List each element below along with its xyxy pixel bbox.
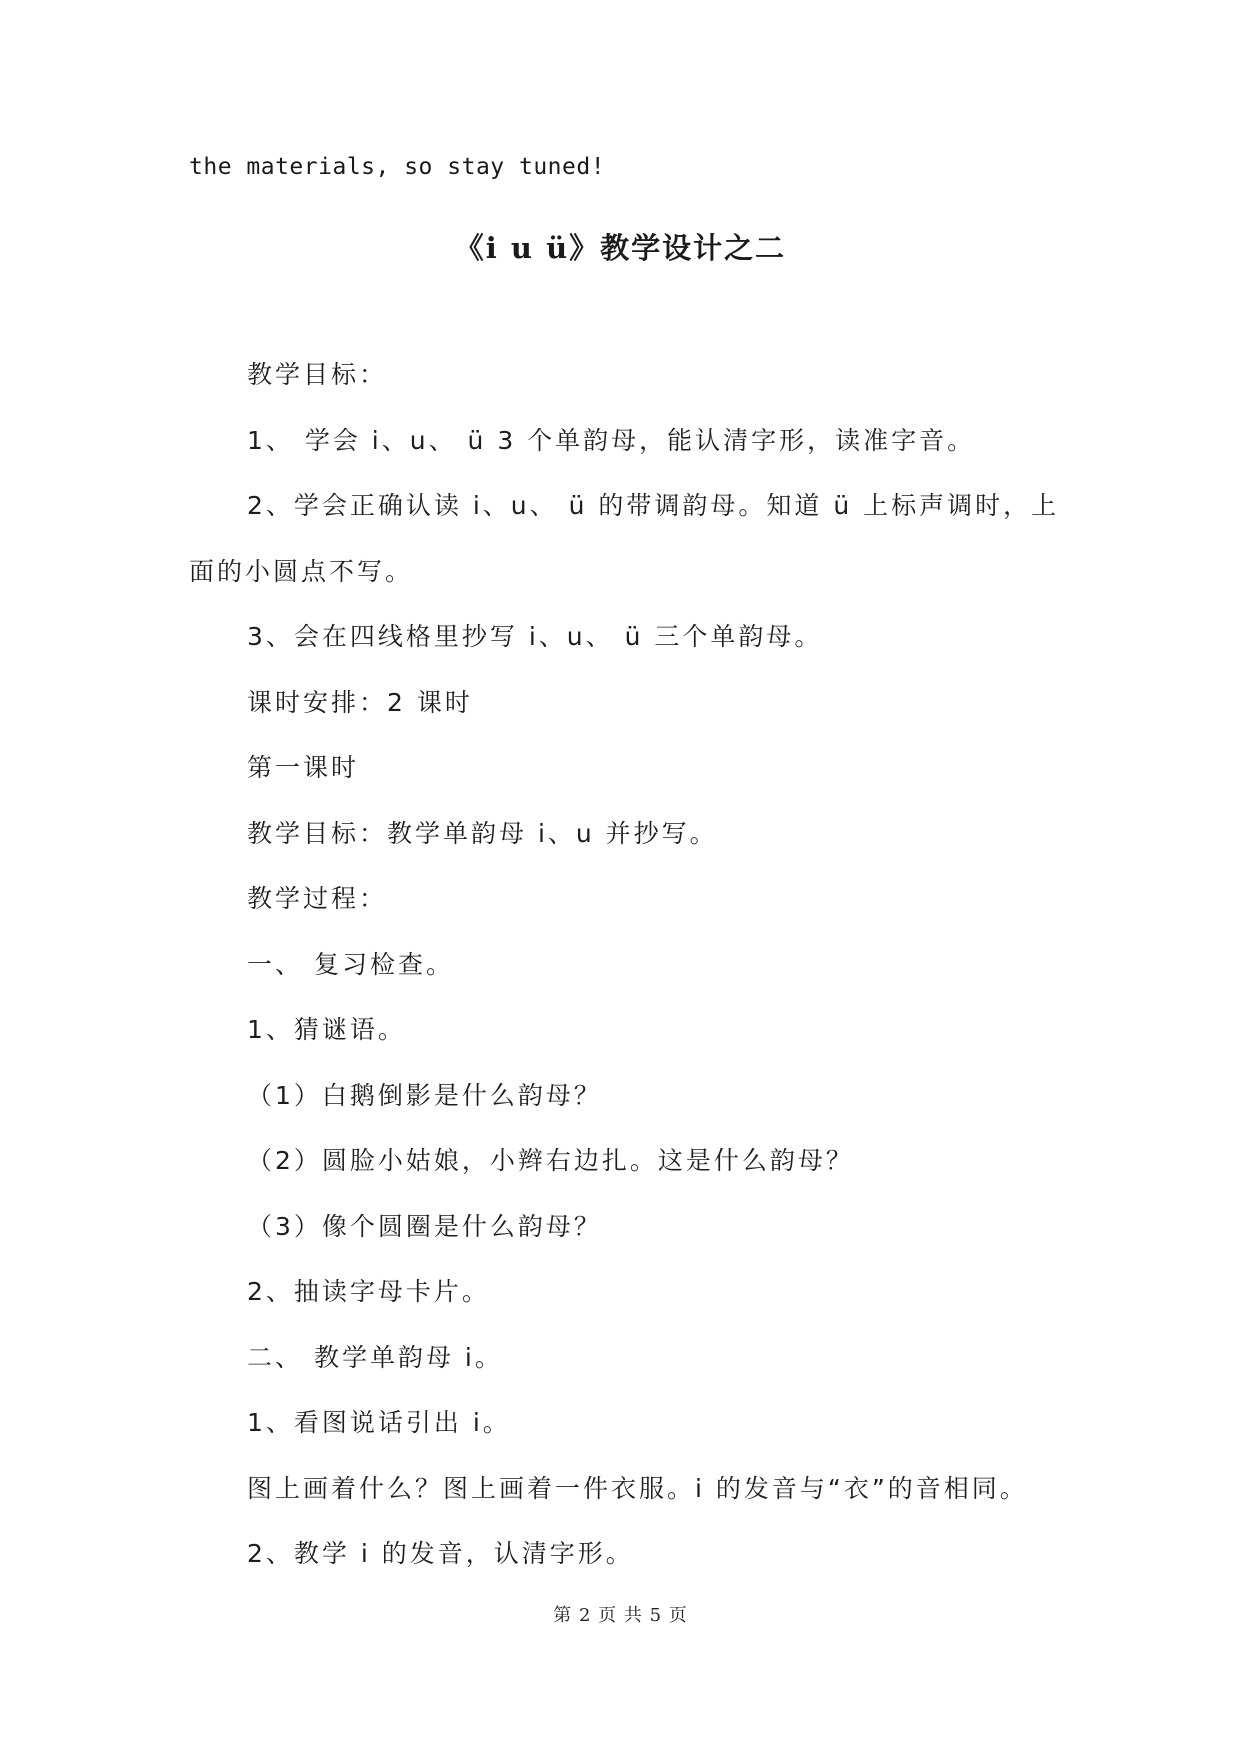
paragraph-riddle-2: （2）圆脸小姑娘，小辫右边扎。这是什么韵母？	[247, 1146, 854, 1175]
paragraph-section-review: 一、 复习检查。	[247, 949, 454, 979]
paragraph-picture-description: 图上画着什么？图上画着一件衣服。i 的发音与“衣”的音相同。	[247, 1473, 1028, 1503]
paragraph-riddles: 1、猜谜语。	[247, 1015, 406, 1044]
paragraph-goal-2: 2、学会正确认读 i、u、 ü 的带调韵母。知道 ü 上标声调时，上	[247, 491, 1060, 520]
paragraph-process-heading: 教学过程：	[247, 884, 388, 913]
paragraph-teach-pronunciation: 2、教学 i 的发音，认清字形。	[247, 1539, 634, 1568]
paragraph-lesson-goal: 教学目标：教学单韵母 i、u 并抄写。	[247, 818, 718, 848]
paragraph-first-lesson: 第一课时	[247, 753, 360, 782]
document-title: 《i u ü》教学设计之二	[454, 231, 787, 265]
paragraph-goal-2-continued: 面的小圆点不写。	[189, 556, 414, 586]
page-number-footer: 第 2 页 共 5 页	[553, 1605, 688, 1626]
paragraph-teaching-goals-heading: 教学目标：	[247, 360, 388, 389]
paragraph-schedule: 课时安排：2 课时	[247, 687, 473, 717]
paragraph-riddle-3: （3）像个圆圈是什么韵母？	[247, 1211, 602, 1241]
paragraph-flashcards: 2、抽读字母卡片。	[247, 1277, 490, 1306]
paragraph-riddle-1: （1）白鹅倒影是什么韵母？	[247, 1080, 602, 1110]
intro-line: the materials, so stay tuned!	[189, 154, 606, 180]
paragraph-goal-3: 3、会在四线格里抄写 i、u、 ü 三个单韵母。	[247, 622, 823, 651]
paragraph-section-teach-i: 二、 教学单韵母 i。	[247, 1342, 503, 1372]
body-text	[189, 358, 1060, 1603]
paragraph-goal-1: 1、 学会 i、u、 ü 3 个单韵母，能认清字形，读准字音。	[247, 425, 976, 455]
paragraph-picture-talk: 1、看图说话引出 i。	[247, 1408, 511, 1437]
